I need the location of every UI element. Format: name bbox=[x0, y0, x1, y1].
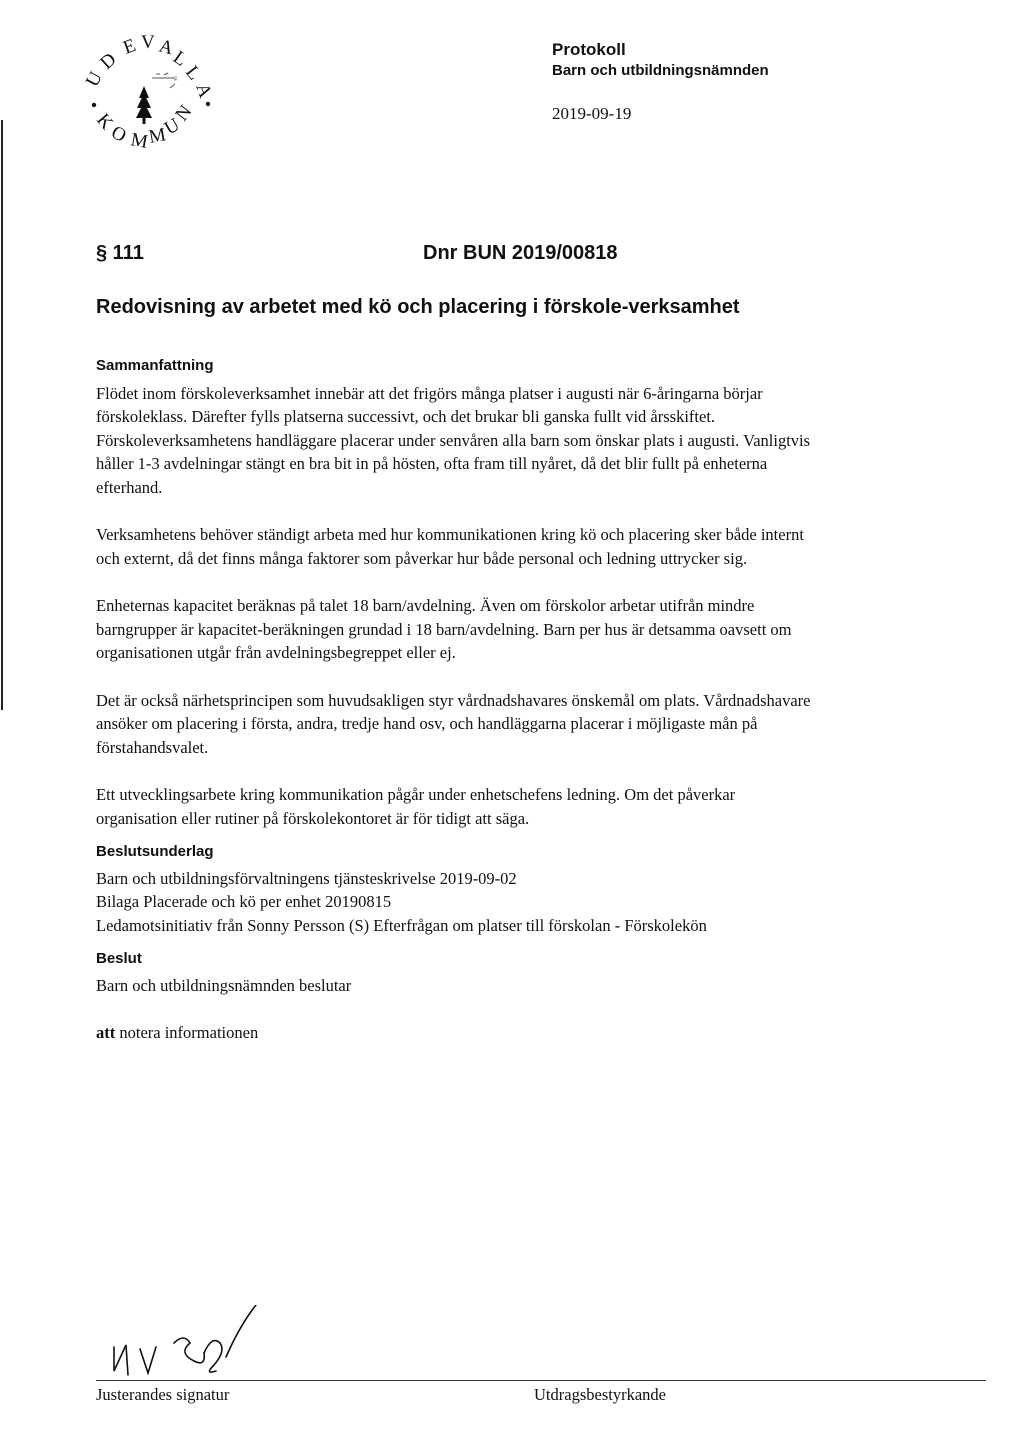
basis-item: Bilaga Placerade och kö per enhet 20190815 bbox=[96, 892, 392, 911]
basis-item: Ledamotsinitiativ från Sonny Persson (S) Efterfrågan om platser till förskolan - Förskolekön bbox=[96, 915, 707, 935]
decision-item-text: notera informationen bbox=[119, 1023, 259, 1042]
logo-letter: K bbox=[92, 109, 118, 134]
decision-item bbox=[96, 1021, 816, 1045]
document-header bbox=[552, 40, 769, 124]
logo-letter: A bbox=[191, 80, 216, 101]
logo-letter: V bbox=[141, 32, 155, 53]
logo-letter: M bbox=[129, 129, 150, 153]
extract-certification-label: Utdragsbestyrkande bbox=[534, 1385, 666, 1404]
logo-letter: L bbox=[181, 62, 205, 85]
summary-paragraph: Det är också närhetsprincipen som huvudsakligen styr vårdnadshavares önskemål om plats. Vårdnadshavare ansöker om placering i första, andra, tredje hand osv, och handläggarna placerar i möjligaste mån på förstahandsvalet. bbox=[96, 690, 811, 757]
basis-item: Barn och utbildningsförvaltningens tjänsteskrivelse 2019-09-02 bbox=[96, 868, 517, 888]
committee-name: Barn och utbildningsnämnden bbox=[552, 62, 769, 79]
handwritten-signature bbox=[108, 1305, 278, 1389]
summary-heading: Sammanfattning bbox=[96, 357, 214, 374]
signature-line bbox=[96, 1380, 986, 1381]
summary-paragraph: Enheternas kapacitet beräknas på talet 18 barn/avdelning. Även om förskolor arbetar utifrån mindre barngrupper är kapacitet-beräkningen grundad i 18 barn/avdelning. Barn per hus är detsamma oavsett om organisationen utgår från avdelningsbegreppet eller ej. bbox=[96, 596, 792, 662]
meeting-date: 2019-09-19 bbox=[552, 104, 632, 123]
logo-letter: D bbox=[96, 48, 121, 74]
logo-letter: U bbox=[161, 114, 184, 140]
decision-heading: Beslut bbox=[96, 950, 142, 967]
logo-letter: L bbox=[169, 46, 191, 71]
logo-letter: U bbox=[81, 68, 107, 91]
logo-letter: E bbox=[120, 34, 139, 59]
document-body bbox=[96, 354, 816, 1045]
summary-paragraph: Ett utvecklingsarbete kring kommunikation pågår under enhetschefens ledning. Om det påverkar organisation eller rutiner på förskolekontoret är för tidigt att säga. bbox=[96, 785, 736, 828]
adjuster-signature-label: Justerandes signatur bbox=[96, 1385, 230, 1404]
municipality-logo bbox=[78, 28, 248, 158]
section-number: § 111 bbox=[96, 242, 144, 264]
summary-paragraph: Flödet inom förskoleverksamhet innebär att det frigörs många platser i augusti när 6-åringarna börjar förskoleklass. Därefter fylls platserna successivt, och det brukar bli ganska fullt vid årsskiftet. Förskoleverksamhetens handläggare placerar under senvåren alla barn som önskar plats i augusti. Vanligtvis håller 1-3 avdelningar stängt en bra bit in på hösten, ofta fram till nyåret, då det blir fullt på enheterna efterhand. bbox=[96, 383, 811, 497]
summary-paragraph: Verksamhetens behöver ständigt arbeta med hur kommunikationen kring kö och placering sker både internt och externt, då det finns många faktorer som påverkar hur både personal och ledning uttrycker sig. bbox=[96, 525, 804, 568]
tree-icon bbox=[136, 86, 152, 124]
section-heading: Redovisning av arbetet med kö och placering i förskole-verksamhet bbox=[96, 296, 740, 318]
document-type: Protokoll bbox=[552, 40, 626, 59]
logo-letter: A bbox=[156, 35, 176, 60]
margin-rule bbox=[1, 120, 3, 710]
decision-text: Barn och utbildningsnämnden beslutar bbox=[96, 975, 352, 995]
diary-number: Dnr BUN 2019/00818 bbox=[423, 242, 618, 264]
logo-letter: N bbox=[171, 101, 197, 126]
decision-att: att bbox=[96, 1023, 116, 1042]
logo-scene bbox=[152, 73, 178, 88]
logo-letter: M bbox=[147, 124, 168, 148]
svg-text:ᵍ: ᵍ bbox=[174, 74, 178, 85]
logo-letter: O bbox=[107, 121, 130, 147]
basis-heading: Beslutsunderlag bbox=[96, 843, 214, 860]
